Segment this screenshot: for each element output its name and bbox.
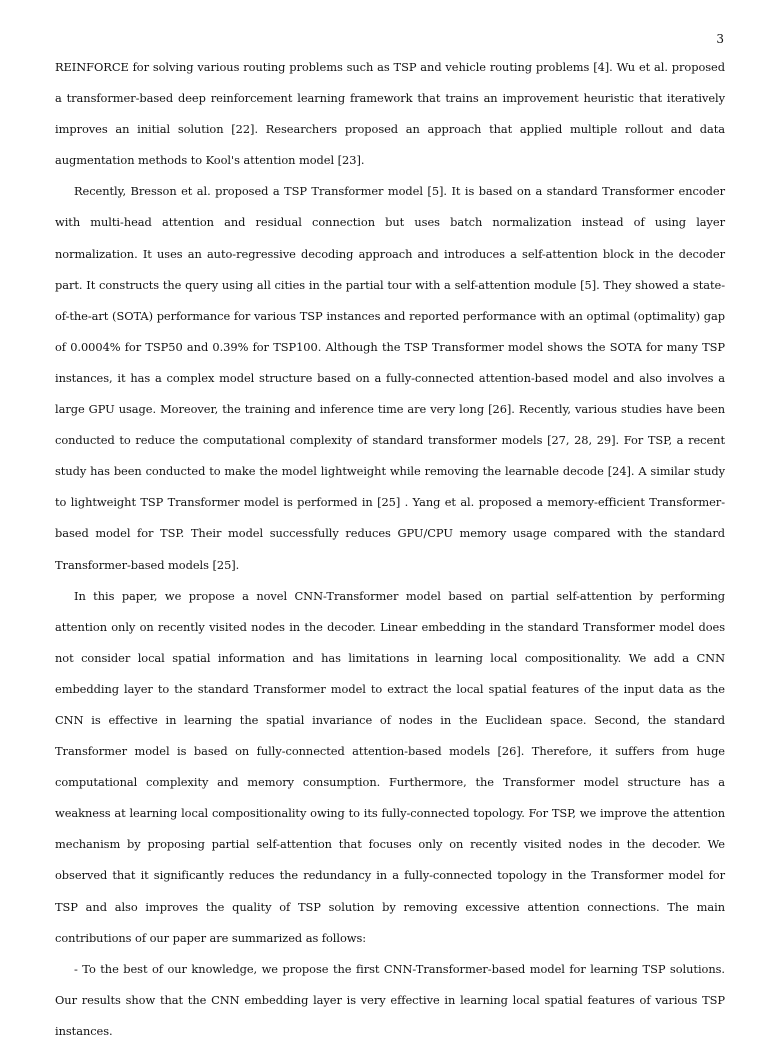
paragraph-continuation: REINFORCE for solving various routing problems such as TSP and vehicle routing problems [4]. Wu et al. proposed a transformer-based deep reinforcement learning framework that trains an improvement heuristic that iteratively improves an initial solution [22]. Researchers proposed an approach that applied multiple rollout and data augmentation methods to Kool's attention model [23]. [55,60,725,168]
body-text [55,52,725,1047]
contribution-item: - To the best of our knowledge, we propose the first CNN-Transformer-based model for learning TSP solutions. Our results show that the CNN embedding layer is very effective in learning local spatial features of various TSP instances. [55,961,725,1038]
page-number: 3 [716,32,724,46]
paragraph-bresson-tsp-transformer: Recently, Bresson et al. proposed a TSP Transformer model [5]. It is based on a standard Transformer encoder with multi-head attention and residual connection but uses batch normalization instead of using layer normalization. It uses an auto-regressive decoding approach and introduces a self-attention block in the decoder part. It constructs the query using all cities in the partial tour with a self-attention module [5]. They showed a state-of-the-art (SOTA) performance for various TSP instances and reported performance with an optimal (optimality) gap of 0.0004% for TSP50 and 0.39% for TSP100. Although the TSP Transformer model shows the SOTA for many TSP instances, it has a complex model structure based on a fully-connected attention-based model and also involves a large GPU usage. Moreover, the training and inference time are very long [26]. Recently, various studies have been conducted to reduce the computational complexity of standard transformer models [27, 28, 29]. For TSP, a recent study has been conducted to make the model lightweight while removing the learnable decode [24]. A similar study to lightweight TSP Transformer model is performed in [25] . Yang et al. proposed a memory-efficient Transformer-based model for TSP. Their model successfully reduces GPU/CPU memory usage compared with the standard Transformer-based models [25]. [55,184,725,572]
paragraph-proposed-model: In this paper, we propose a novel CNN-Transformer model based on partial self-attention by performing attention only on recently visited nodes in the decoder. Linear embedding in the standard Transformer model does not consider local spatial information and has limitations in learning local compositionality. We add a CNN embedding layer to the standard Transformer model to extract the local spatial features of the input data as the CNN is effective in learning the spatial invariance of nodes in the Euclidean space. Second, the standard Transformer model is based on fully-connected attention-based models [26]. Therefore, it suffers from huge computational complexity and memory consumption. Furthermore, the Transformer model structure has a weakness at learning local compositionality owing to its fully-connected topology. For TSP, we improve the attention mechanism by proposing partial self-attention that focuses only on recently visited nodes in the decoder. We observed that it significantly reduces the redundancy in a fully-connected topology in the Transformer model for TSP and also improves the quality of TSP solution by removing excessive attention connections. The main contributions of our paper are summarized as follows: [55,588,725,945]
